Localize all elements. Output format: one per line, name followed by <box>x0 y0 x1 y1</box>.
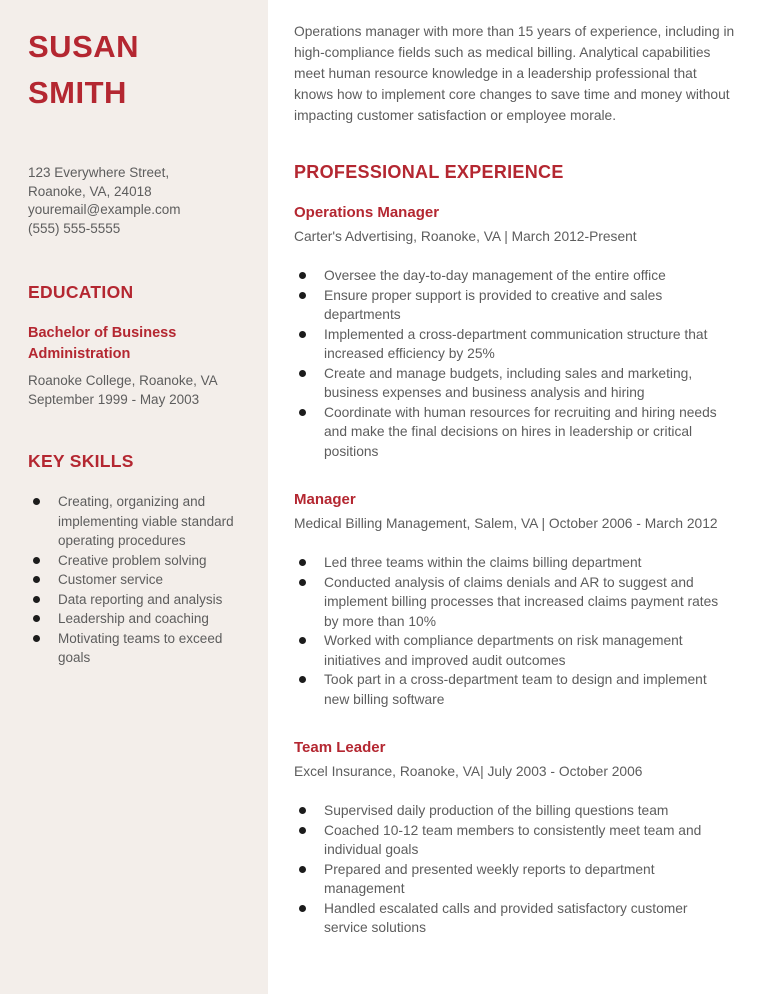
job-bullet: Create and manage budgets, including sales and marketing, business expenses and business analysis and hiring <box>294 364 735 403</box>
job-bullet: Ensure proper support is provided to creative and sales departments <box>294 286 735 325</box>
job-bullet: Implemented a cross-department communication structure that increased efficiency by 25% <box>294 325 735 364</box>
job-title: Operations Manager <box>294 204 440 221</box>
contact-block <box>28 164 242 238</box>
job-bullet: Coordinate with human resources for recruiting and hiring needs and make the final decisions on hires in leadership or critical positions <box>294 403 735 462</box>
experience-heading: PROFESSIONAL EXPERIENCE <box>294 162 564 182</box>
education-heading: EDUCATION <box>28 282 134 302</box>
job-bullet: Conducted analysis of claims denials and AR to suggest and implement billing processes that increased claims payment rates by more than 10% <box>294 573 735 632</box>
contact-street: 123 Everywhere Street, <box>28 165 170 180</box>
job-bullet-list <box>294 553 735 709</box>
job-bullet: Led three teams within the claims billing department <box>294 553 735 573</box>
job-title: Manager <box>294 491 356 508</box>
main-column <box>268 0 768 994</box>
skill-item: Leadership and coaching <box>28 609 242 629</box>
job-entry-manager <box>294 491 735 709</box>
skill-item: Customer service <box>28 570 242 590</box>
job-bullet: Oversee the day-to-day management of the entire office <box>294 266 735 286</box>
job-bullet: Supervised daily production of the billing questions team <box>294 801 735 821</box>
contact-email: youremail@example.com <box>28 202 181 217</box>
job-bullet: Worked with compliance departments on risk management initiatives and improved audit outcomes <box>294 631 735 670</box>
professional-summary: Operations manager with more than 15 years of experience, including in high-compliance fields such as medical billing. Analytical capabilities meet human resource knowledge in a leadership professional that knows how to implement core changes to save time and money without impacting customer satisfaction or employee morale. <box>294 24 735 123</box>
education-school: Roanoke College, Roanoke, VA <box>28 373 218 388</box>
education-dates: September 1999 - May 2003 <box>28 391 200 407</box>
skill-item: Motivating teams to exceed goals <box>28 629 242 668</box>
sidebar <box>0 0 268 994</box>
skill-item: Data reporting and analysis <box>28 590 242 610</box>
candidate-last-name: SMITH <box>28 75 127 110</box>
job-bullet-list <box>294 266 735 461</box>
job-bullet: Handled escalated calls and provided satisfactory customer service solutions <box>294 899 735 938</box>
job-bullet-list <box>294 801 735 938</box>
candidate-name <box>28 24 242 116</box>
job-entry-team-leader <box>294 739 735 938</box>
key-skills-heading: KEY SKILLS <box>28 451 134 471</box>
contact-phone: (555) 555-5555 <box>28 220 121 236</box>
job-meta: Medical Billing Management, Salem, VA | October 2006 - March 2012 <box>294 516 718 531</box>
job-entry-operations-manager <box>294 204 735 461</box>
skill-item: Creative problem solving <box>28 551 242 571</box>
candidate-first-name: SUSAN <box>28 29 140 64</box>
education-degree: Bachelor of Business Administration <box>28 325 177 362</box>
skill-item: Creating, organizing and implementing viable standard operating procedures <box>28 492 242 551</box>
job-meta: Excel Insurance, Roanoke, VA| July 2003 - October 2006 <box>294 764 643 779</box>
job-bullet: Took part in a cross-department team to design and implement new billing software <box>294 670 735 709</box>
skills-list <box>28 492 242 668</box>
education-section <box>28 282 242 409</box>
job-meta: Carter's Advertising, Roanoke, VA | March 2012-Present <box>294 229 637 244</box>
job-bullet: Coached 10-12 team members to consistently meet team and individual goals <box>294 821 735 860</box>
key-skills-section <box>28 451 242 668</box>
job-title: Team Leader <box>294 739 386 756</box>
job-bullet: Prepared and presented weekly reports to department management <box>294 860 735 899</box>
contact-city: Roanoke, VA, 24018 <box>28 183 152 199</box>
